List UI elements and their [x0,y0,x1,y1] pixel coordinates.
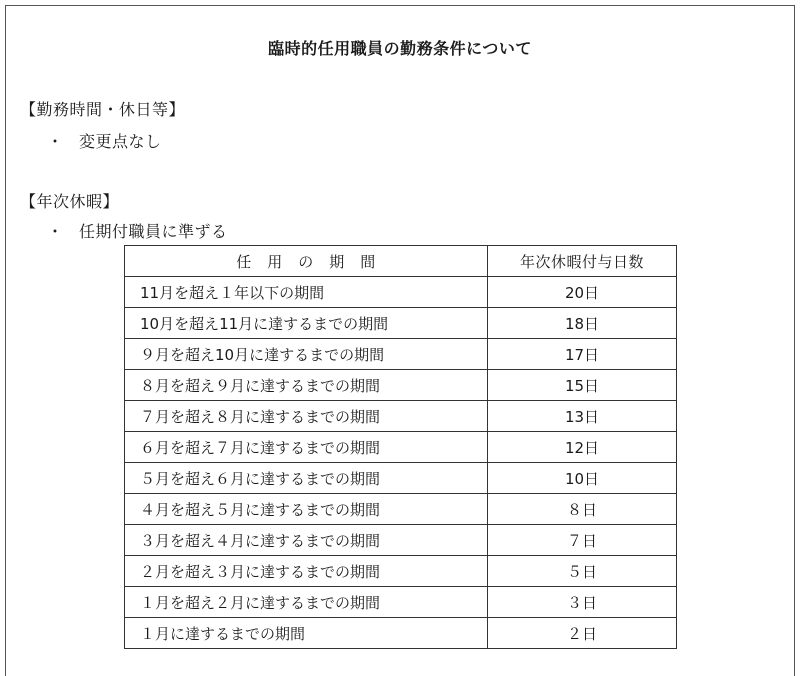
annual-leave-table [124,245,677,649]
leave-days-cell: 15日 [488,370,677,401]
period-cell: ８月を超え９月に達するまでの期間 [125,370,488,401]
table-row [125,463,677,494]
table-row [125,401,677,432]
leave-days-cell: 20日 [488,277,677,308]
table-row [125,525,677,556]
leave-days-cell: 13日 [488,401,677,432]
annual-leave-bullet [47,219,228,242]
section-heading-annual-leave: 【年次休暇】 [20,192,120,211]
period-cell: ７月を超え８月に達するまでの期間 [125,401,488,432]
table-row [125,339,677,370]
period-cell: ３月を超え４月に達するまでの期間 [125,525,488,556]
bullet-mark: ・ [47,222,64,241]
leave-days-cell: ７日 [488,525,677,556]
table-row [125,370,677,401]
work-hours-bullet-text: 変更点なし [79,132,162,151]
document-title: 臨時的任用職員の勤務条件について [268,39,532,58]
leave-days-cell: 10日 [488,463,677,494]
table-row [125,618,677,649]
section-heading-work-hours: 【勤務時間・休日等】 [20,100,186,119]
leave-days-cell: ２日 [488,618,677,649]
period-cell: ６月を超え７月に達するまでの期間 [125,432,488,463]
period-cell: ９月を超え10月に達するまでの期間 [125,339,488,370]
table-row [125,432,677,463]
period-cell: ５月を超え６月に達するまでの期間 [125,463,488,494]
period-cell: １月に達するまでの期間 [125,618,488,649]
period-cell: １月を超え２月に達するまでの期間 [125,587,488,618]
period-cell: 11月を超え１年以下の期間 [125,277,488,308]
table-row [125,587,677,618]
leave-days-cell: 17日 [488,339,677,370]
table-body [125,277,677,649]
period-cell: 10月を超え11月に達するまでの期間 [125,308,488,339]
period-cell: ２月を超え３月に達するまでの期間 [125,556,488,587]
header-appointment-period: 任 用 の 期 間 [125,246,488,277]
table-row [125,556,677,587]
bullet-mark: ・ [47,132,64,151]
table-row [125,494,677,525]
table-row [125,277,677,308]
work-hours-bullet [47,129,162,152]
leave-days-cell: ５日 [488,556,677,587]
annual-leave-bullet-text: 任期付職員に準ずる [79,222,228,241]
leave-days-cell: ８日 [488,494,677,525]
table-row [125,308,677,339]
leave-days-cell: ３日 [488,587,677,618]
table-header-row [125,246,677,277]
leave-days-cell: 12日 [488,432,677,463]
leave-days-cell: 18日 [488,308,677,339]
header-leave-days: 年次休暇付与日数 [488,246,677,277]
period-cell: ４月を超え５月に達するまでの期間 [125,494,488,525]
